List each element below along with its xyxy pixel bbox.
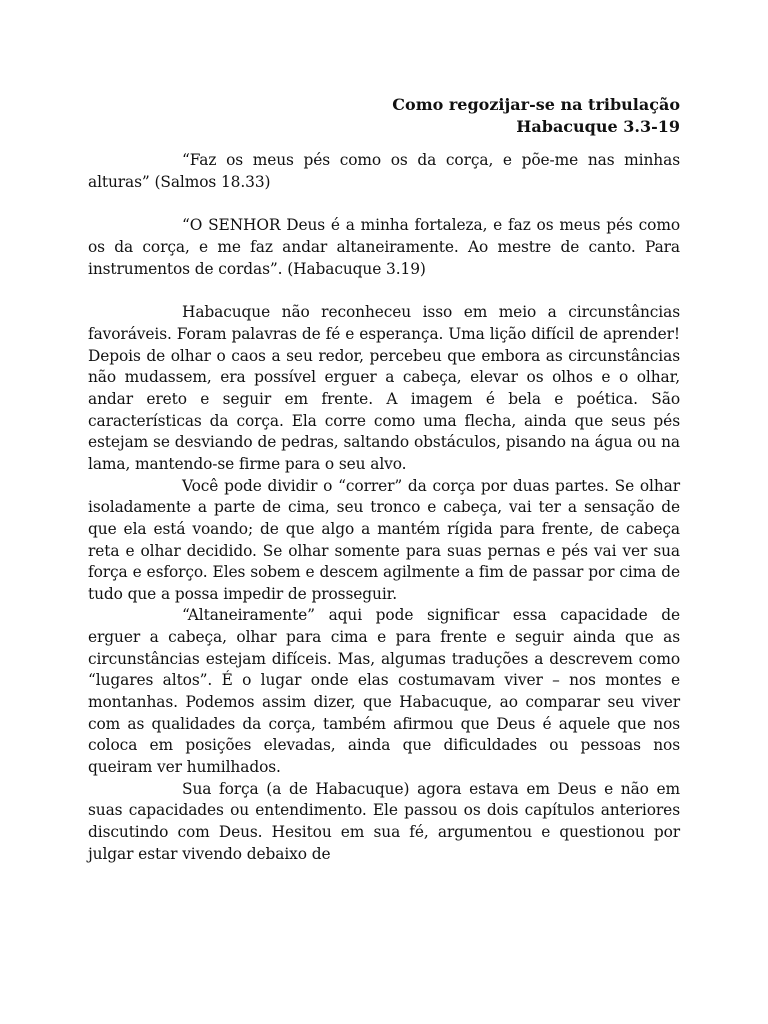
quote-psalms: “Faz os meus pés como os da corça, e põe-me nas minhas alturas” (Salmos 18.33)	[88, 151, 680, 191]
body-paragraph: Você pode dividir o “correr” da corça por duas partes. Se olhar isoladamente a parte de cima, seu tronco e cabeça, vai ter a sensação de que ela está voando; de que algo a mantém rígida para frente, de cabeça reta e olhar decidido. Se olhar somente para suas pernas e pés vai ver sua força e esforço. Eles sobem e descem agilmente a fim de passar por cima de tudo que a possa impedir de prosseguir.	[88, 476, 680, 603]
document-title: Como regozijar-se na tribulação	[392, 95, 680, 114]
scripture-reference: Habacuque 3.3-19	[516, 116, 680, 136]
body-paragraph: “Altaneiramente” aqui pode significar essa capacidade de erguer a cabeça, olhar para cima e para frente e seguir ainda que as circunstâncias estejam difíceis. Mas, algumas traduções a descrevem como “lugares altos”. É o lugar onde elas costumavam viver – nos montes e montanhas. Podemos assim dizer, que Habacuque, ao comparar seu viver com as qualidades da corça, também afirmou que Deus é aquele que nos coloca em posições elevadas, ainda que dificuldades ou pessoas nos queiram ver humilhados.	[88, 606, 680, 777]
quote-habakkuk: “O SENHOR Deus é a minha fortaleza, e faz os meus pés como os da corça, e me faz andar altaneiramente. Ao mestre de canto. Para instrumentos de cordas”. (Habacuque 3.19)	[88, 216, 680, 278]
document-page	[88, 94, 680, 865]
body-paragraph: Sua força (a de Habacuque) agora estava em Deus e não em suas capacidades ou entendimento. Ele passou os dois capítulos anteriores discutindo com Deus. Hesitou em sua fé, argumentou e questionou por julgar estar vivendo debaixo de	[88, 779, 680, 863]
body-paragraph: Habacuque não reconheceu isso em meio a circunstâncias favoráveis. Foram palavras de fé e esperança. Uma lição difícil de aprender! Depois de olhar o caos a seu redor, percebeu que embora as circunstâncias não mudassem, era possível erguer a cabeça, elevar os olhos e o olhar, andar ereto e seguir em frente. A imagem é bela e poética. São características da corça. Ela corre como uma flecha, ainda que seus pés estejam se desviando de pedras, saltando obstáculos, pisando na água ou na lama, mantendo-se firme para o seu alvo.	[88, 303, 680, 473]
